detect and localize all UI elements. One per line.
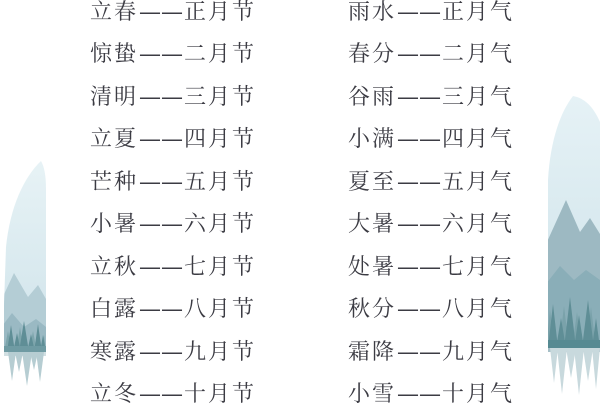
table-row <box>0 117 600 160</box>
solar-term-entry <box>90 292 262 323</box>
term-name: 惊蛰 <box>90 37 138 68</box>
solar-term-entry <box>90 37 262 68</box>
month-label: 二月节 <box>184 37 256 68</box>
term-name: 雨水 <box>348 0 396 26</box>
month-label: 三月节 <box>184 80 256 111</box>
dash-separator: —— <box>396 170 442 195</box>
month-label: 二月气 <box>442 37 514 68</box>
dash-separator: —— <box>138 42 184 67</box>
term-name: 小暑 <box>90 207 138 238</box>
month-label: 八月气 <box>442 292 514 323</box>
month-label: 三月气 <box>442 80 514 111</box>
term-name: 霜降 <box>348 335 396 366</box>
term-name: 春分 <box>348 37 396 68</box>
solar-term-entry <box>348 80 514 111</box>
solar-term-entry <box>90 377 262 408</box>
solar-term-entry <box>348 165 514 196</box>
dash-separator: —— <box>396 42 442 67</box>
term-name: 秋分 <box>348 292 396 323</box>
dash-separator: —— <box>396 212 442 237</box>
month-label: 六月气 <box>442 207 514 238</box>
table-row <box>0 159 600 202</box>
month-label: 九月气 <box>442 335 514 366</box>
solar-term-entry <box>90 122 262 153</box>
solar-term-entry <box>90 250 262 281</box>
solar-term-entry <box>348 207 514 238</box>
term-name: 立秋 <box>90 250 138 281</box>
table-row <box>0 0 600 32</box>
dash-separator: —— <box>138 255 184 280</box>
solar-term-entry <box>90 335 262 366</box>
table-row <box>0 287 600 330</box>
term-name: 小雪 <box>348 377 396 408</box>
term-name: 立春 <box>90 0 138 26</box>
table-row <box>0 74 600 117</box>
solar-term-entry <box>348 292 514 323</box>
solar-term-entry <box>90 80 262 111</box>
month-label: 五月节 <box>184 165 256 196</box>
month-label: 五月气 <box>442 165 514 196</box>
month-label: 八月节 <box>184 292 256 323</box>
term-name: 夏至 <box>348 165 396 196</box>
dash-separator: —— <box>138 0 184 25</box>
term-name: 谷雨 <box>348 80 396 111</box>
solar-term-entry <box>90 207 262 238</box>
table-row <box>0 202 600 245</box>
dash-separator: —— <box>396 255 442 280</box>
solar-term-entry <box>348 250 514 281</box>
dash-separator: —— <box>138 127 184 152</box>
dash-separator: —— <box>138 85 184 110</box>
dash-separator: —— <box>396 127 442 152</box>
term-name: 小满 <box>348 122 396 153</box>
solar-term-entry <box>348 122 514 153</box>
solar-term-entry <box>348 335 514 366</box>
month-label: 七月气 <box>442 250 514 281</box>
term-name: 处暑 <box>348 250 396 281</box>
dash-separator: —— <box>138 382 184 407</box>
table-row <box>0 372 600 414</box>
dash-separator: —— <box>138 170 184 195</box>
solar-term-entry <box>90 165 262 196</box>
month-label: 四月节 <box>184 122 256 153</box>
month-label: 四月气 <box>442 122 514 153</box>
dash-separator: —— <box>138 340 184 365</box>
dash-separator: —— <box>138 297 184 322</box>
term-name: 白露 <box>90 292 138 323</box>
month-label: 正月气 <box>442 0 514 26</box>
solar-term-entry <box>90 0 262 26</box>
dash-separator: —— <box>396 0 442 25</box>
dash-separator: —— <box>396 382 442 407</box>
term-name: 寒露 <box>90 335 138 366</box>
term-name: 立冬 <box>90 377 138 408</box>
solar-term-entry <box>348 37 514 68</box>
month-label: 七月节 <box>184 250 256 281</box>
month-label: 正月节 <box>184 0 256 26</box>
dash-separator: —— <box>396 85 442 110</box>
month-label: 十月节 <box>184 377 256 408</box>
term-name: 立夏 <box>90 122 138 153</box>
solar-term-entry <box>348 0 514 26</box>
solar-term-entry <box>348 377 514 408</box>
month-label: 十月气 <box>442 377 514 408</box>
table-row <box>0 244 600 287</box>
term-name: 芒种 <box>90 165 138 196</box>
dash-separator: —— <box>138 212 184 237</box>
term-name: 清明 <box>90 80 138 111</box>
dash-separator: —— <box>396 297 442 322</box>
table-row <box>0 329 600 372</box>
dash-separator: —— <box>396 340 442 365</box>
month-label: 九月节 <box>184 335 256 366</box>
table-row <box>0 32 600 75</box>
term-name: 大暑 <box>348 207 396 238</box>
month-label: 六月节 <box>184 207 256 238</box>
